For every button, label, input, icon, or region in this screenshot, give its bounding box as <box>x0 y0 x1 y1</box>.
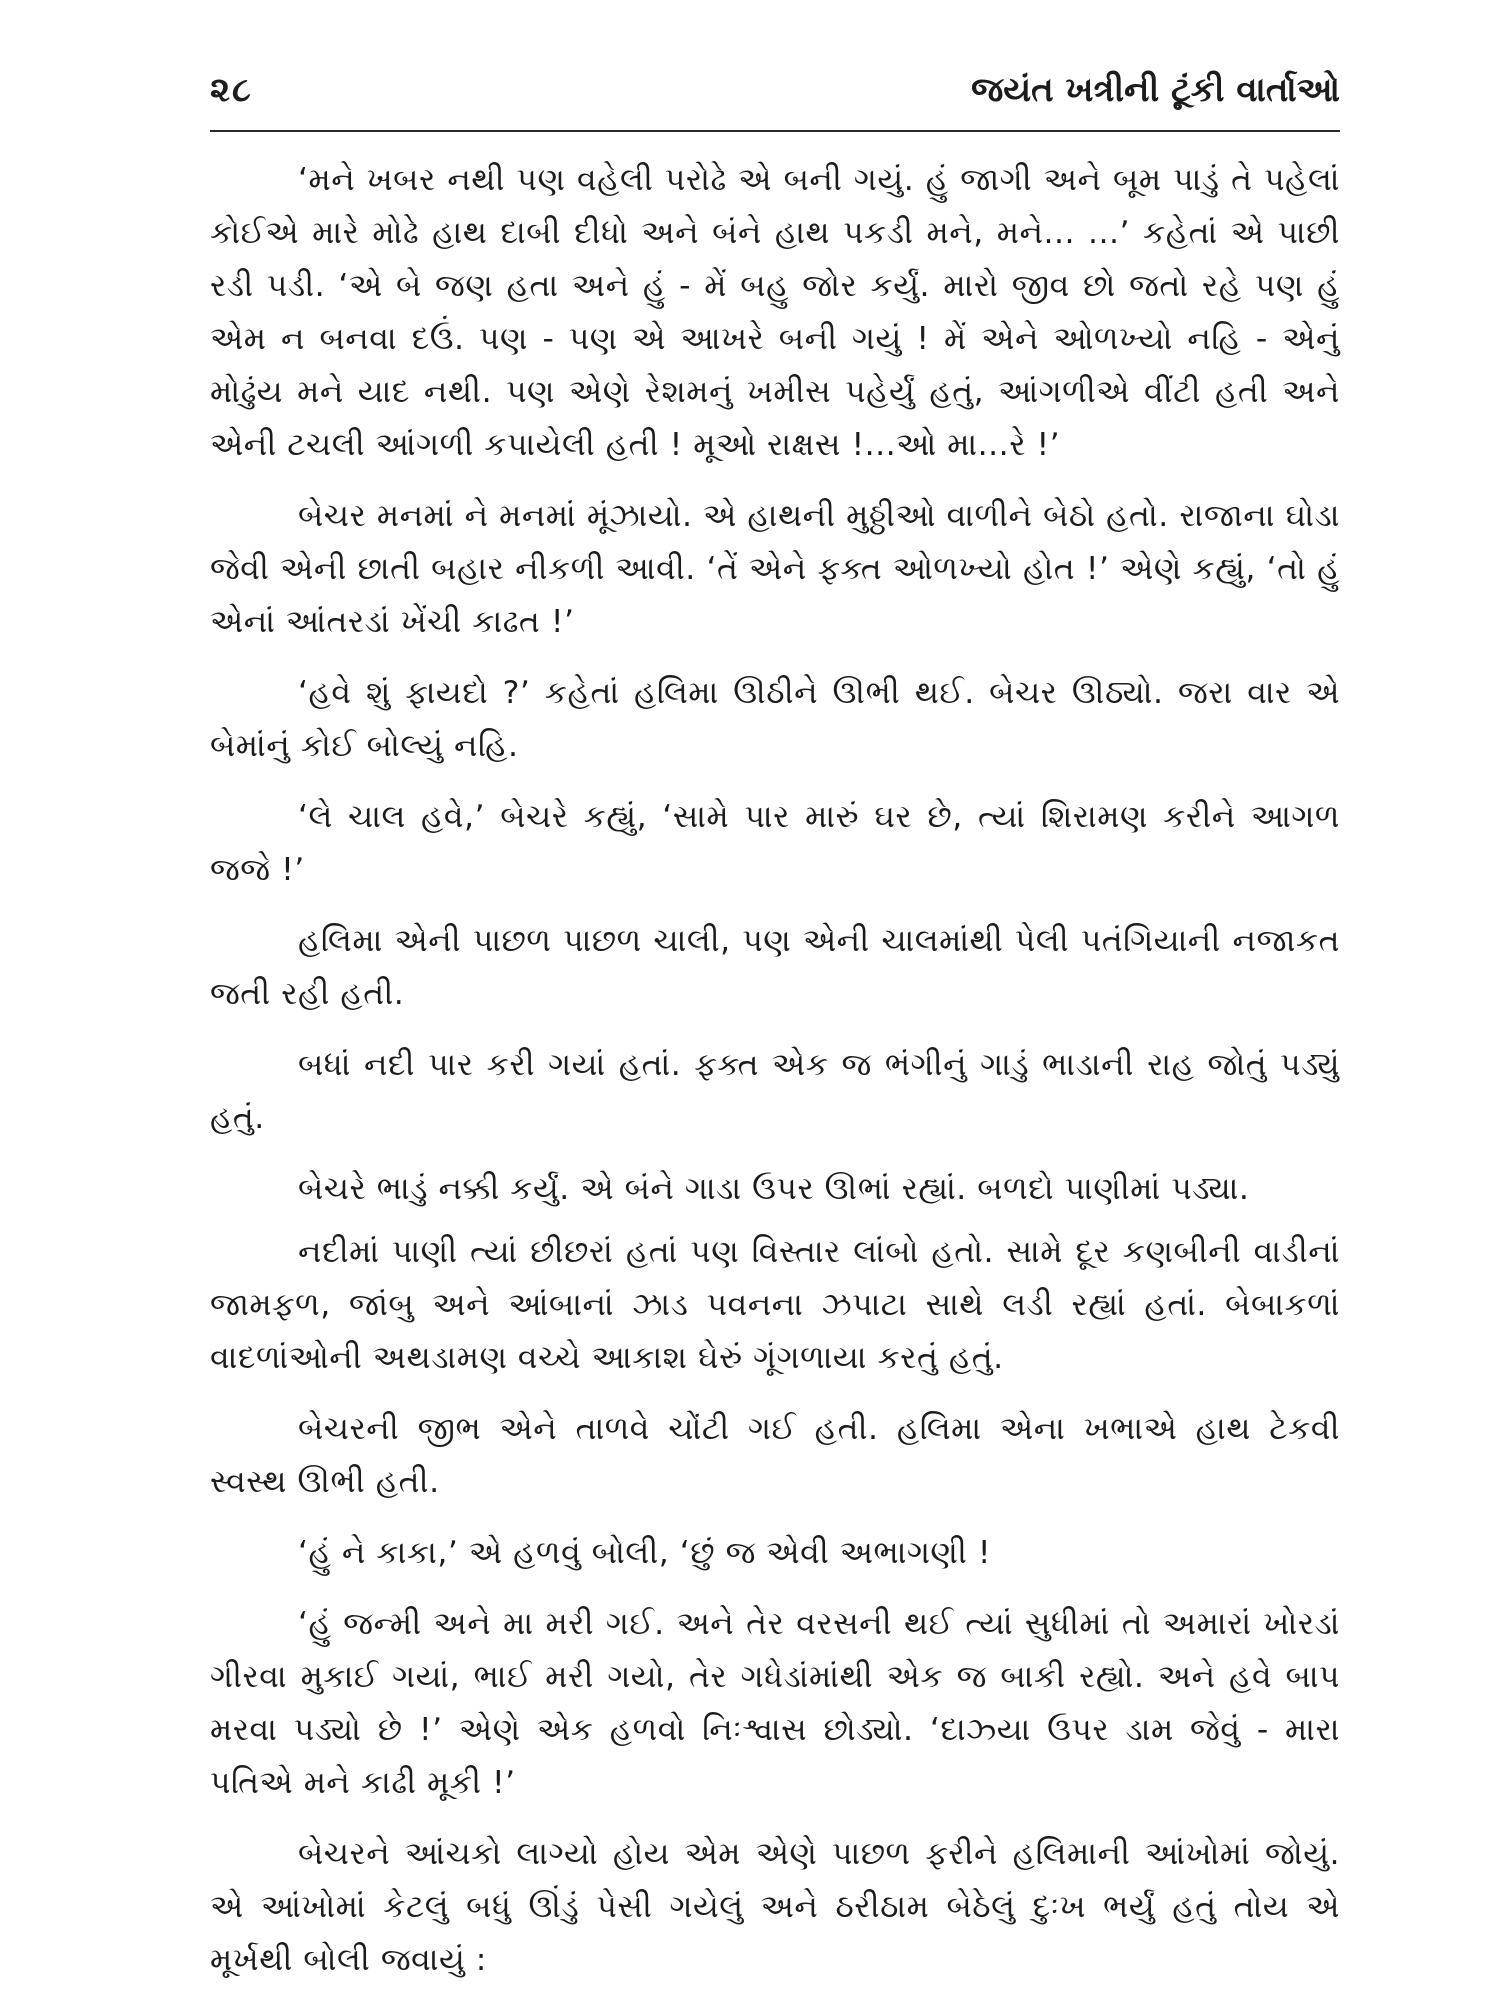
story-text <box>210 154 1340 1987</box>
paragraph: બેચર મનમાં ને મનમાં મૂંઝાયો. એ હાથની મુઠ્ઠીઓ વાળીને બેઠો હતો. રાજાના ઘોડા જેવી એની છાતી બહાર નીકળી આવી. ‘તેં એને ફક્ત ઓળખ્યો હોત !’ એણે કહ્યું, ‘તો હું એનાં આંતરડાં ખેંચી કાઢત !’ <box>210 498 1340 640</box>
paragraph: બેચરની જીભ એને તાળવે ચોંટી ગઈ હતી. હલિમા એના ખભાએ હાથ ટેકવી સ્વસ્થ ઊભી હતી. <box>210 1411 1340 1500</box>
paragraph: ‘મને ખબર નથી પણ વહેલી પરોઢે એ બની ગયું. હું જાગી અને બૂમ પાડું તે પહેલાં કોઈએ મારે મોઢે હાથ દાબી દીધો અને બંને હાથ પકડી મને, મને... ...’ કહેતાં એ પાછી રડી પડી. ‘એ બે જણ હતા અને હું - મેં બહુ જોર કર્યું. મારો જીવ છો જતો રહે પણ હું એમ ન બનવા દઉં. પણ - પણ એ આખરે બની ગયું ! મેં એને ઓળખ્યો નહિ - એનું મોઢુંય મને યાદ નથી. પણ એણે રેશમનું ખમીસ પહેર્યું હતું, આંગળીએ વીંટી હતી અને એની ટચલી આંગળી કપાયેલી હતી ! મૂઓ રાક્ષસ !...ઓ મા...રે !’ <box>210 162 1340 463</box>
paragraph: ‘હવે શું ફાયદો ?’ કહેતાં હલિમા ઊઠીને ઊભી થઈ. બેચર ઊઠ્યો. જરા વાર એ બેમાંનું કોઈ બોલ્યું નહિ. <box>210 675 1340 764</box>
book-title: જયંત ખત્રીની ટૂંકી વાર્તાઓ <box>971 70 1340 110</box>
running-header <box>210 60 1340 132</box>
page-number: ૨૮ <box>210 70 253 110</box>
paragraph: ‘લે ચાલ હવે,’ બેચરે કહ્યું, ‘સામે પાર મારું ઘર છે, ત્યાં શિરામણ કરીને આગળ જજે !’ <box>210 799 1340 888</box>
paragraph: હલિમા એની પાછળ પાછળ ચાલી, પણ એની ચાલમાંથી પેલી પતંગિયાની નજાકત જતી રહી હતી. <box>210 923 1340 1012</box>
paragraph: બેચરે ભાડું નક્કી કર્યું. એ બંને ગાડા ઉપર ઊભાં રહ્યાં. બળદો પાણીમાં પડ્યા. <box>298 1171 1250 1207</box>
paragraph: નદીમાં પાણી ત્યાં છીછરાં હતાં પણ વિસ્તાર લાંબો હતો. સામે દૂર કણબીની વાડીનાં જામફળ, જાંબુ અને આંબાનાં ઝાડ પવનના ઝપાટા સાથે લડી રહ્યાં હતાં. બેબાકળાં વાદળાંઓની અથડામણ વચ્ચે આકાશ ઘેરું ગૂંગળાયા કરતું હતું. <box>210 1234 1340 1376</box>
book-page <box>210 60 1340 1978</box>
paragraph: ‘હું જન્મી અને મા મરી ગઈ. અને તેર વરસની થઈ ત્યાં સુધીમાં તો અમારાં ખોરડાં ગીરવા મુકાઈ ગયાં, ભાઈ મરી ગયો, તેર ગધેડાંમાંથી એક જ બાકી રહ્યો. અને હવે બાપ મરવા પડ્યો છે !’ એણે એક હળવો નિઃશ્વાસ છોડ્યો. ‘દાઝ્યા ઉપર ડામ જેવું - મારા પતિએ મને કાઢી મૂકી !’ <box>210 1606 1340 1801</box>
paragraph: બધાં નદી પાર કરી ગયાં હતાં. ફક્ત એક જ ભંગીનું ગાડું ભાડાની રાહ જોતું પડ્યું હતું. <box>210 1047 1340 1136</box>
paragraph: ‘હું ને કાકા,’ એ હળવું બોલી, ‘છું જ એવી અભાગણી ! <box>298 1535 992 1571</box>
paragraph: બેચરને આંચકો લાગ્યો હોય એમ એણે પાછળ ફરીને હલિમાની આંખોમાં જોયું. એ આંખોમાં કેટલું બધું ઊંડું પેસી ગયેલું અને ઠરીઠામ બેઠેલું દુઃખ ભર્યું હતું તોય એ મૂર્ખથી બોલી જવાયું : <box>210 1836 1340 1978</box>
